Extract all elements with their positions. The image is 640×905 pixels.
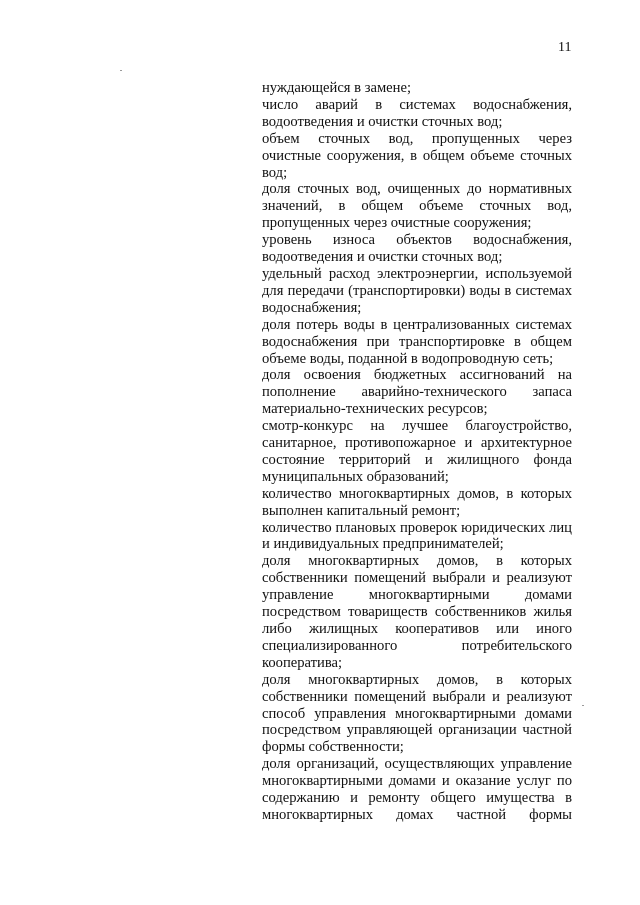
paragraph: число аварий в системах водоснабжения, водоотведения и очистки сточных вод;	[262, 96, 572, 130]
paragraph: количество плановых проверок юридических лиц и индивидуальных предпринимателей;	[262, 519, 572, 553]
page-number: 11	[558, 40, 572, 55]
paragraph: доля потерь воды в централизованных системах водоснабжения при транспортировке в общем объеме воды, поданной в водопроводную сеть;	[262, 316, 572, 367]
paragraph: доля сточных вод, очищенных до нормативных значений, в общем объеме сточных вод, пропущенных через очистные сооружения;	[262, 181, 572, 232]
paragraph: доля организаций, осуществляющих управление многоквартирными домами и оказание услуг по содержанию и ремонту общего имущества в многоквартирных домах частной формы	[262, 756, 572, 823]
paragraph: уровень износа объектов водоснабжения, водоотведения и очистки сточных вод;	[262, 232, 572, 266]
paragraph: нуждающейся в замене;	[262, 80, 412, 96]
scan-speck	[582, 705, 584, 706]
paragraph: смотр-конкурс на лучшее благоустройство, санитарное, противопожарное и архитектурное состояние территорий и жилищного фонда муниципальных образований;	[262, 418, 572, 485]
paragraph: доля многоквартирных домов, в которых собственники помещений выбрали и реализуют способ управления многоквартирными домами посредством управляющей организации частной формы собственности;	[262, 671, 572, 756]
document-body	[262, 80, 572, 824]
scan-speck	[120, 70, 122, 71]
paragraph: доля многоквартирных домов, в которых собственники помещений выбрали и реализуют управление многоквартирными домами посредством товариществ собственников жилья либо жилищных кооперативов или иного специализированного потребительского кооператива;	[262, 553, 572, 671]
paragraph: удельный расход электроэнергии, используемой для передачи (транспортировки) воды в системах водоснабжения;	[262, 265, 572, 316]
paragraph: доля освоения бюджетных ассигнований на пополнение аварийно-технического запаса материально-технических ресурсов;	[262, 367, 572, 418]
paragraph: объем сточных вод, пропущенных через очистные сооружения, в общем объеме сточных вод;	[262, 130, 572, 181]
paragraph: количество многоквартирных домов, в которых выполнен капитальный ремонт;	[262, 485, 572, 519]
